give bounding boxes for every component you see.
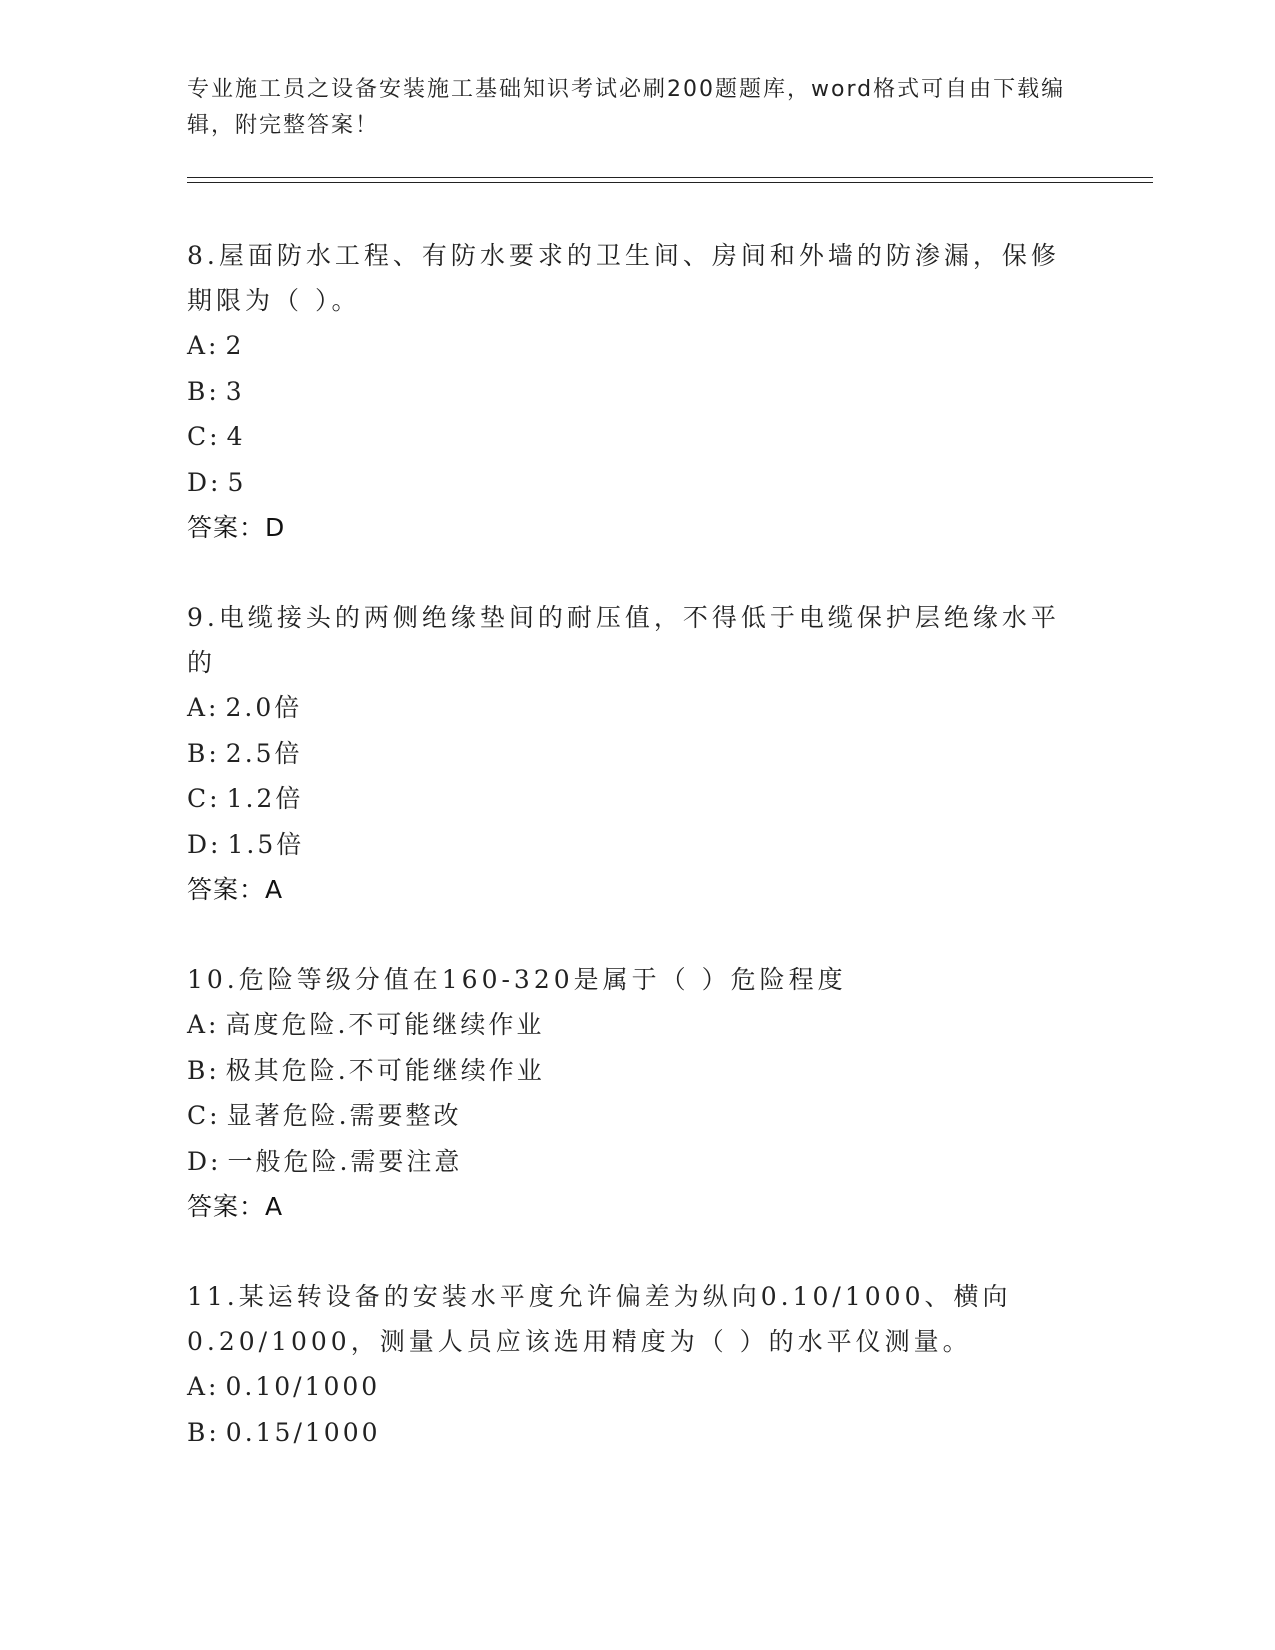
option-value: 2.5倍 [225, 738, 303, 768]
option-c [187, 776, 1077, 822]
option-value: 2.0倍 [225, 693, 303, 722]
option-a [187, 685, 1077, 731]
option-d [187, 1139, 1077, 1185]
option-key: D: [187, 1146, 222, 1176]
answer-line: 答案：A [187, 875, 284, 904]
option-a [187, 323, 1077, 369]
option-value: 高度危险.不可能继续作业 [225, 1010, 545, 1039]
answer-line: 答案：A [187, 1192, 284, 1221]
option-key: A: [187, 1372, 220, 1401]
option-c [187, 1093, 1077, 1139]
question-block [187, 1274, 1077, 1455]
option-key: D: [187, 467, 222, 497]
question-block [187, 233, 1077, 551]
option-key: A: [187, 693, 220, 722]
question-text: 10.危险等级分值在160-320是属于（ ）危险程度 [187, 965, 847, 994]
option-key: B: [187, 376, 220, 406]
option-key: C: [187, 784, 221, 813]
option-key: B: [187, 738, 220, 768]
option-value: 1.5倍 [227, 829, 305, 859]
option-b [187, 369, 1077, 415]
document-header: 专业施工员之设备安装施工基础知识考试必刷200题题库，word格式可自由下载编辑，附完整答案！ [187, 77, 1066, 138]
option-b [187, 1048, 1077, 1094]
option-value: 2 [225, 331, 245, 360]
option-a [187, 1364, 1077, 1410]
option-b [187, 1410, 1077, 1456]
option-b [187, 731, 1077, 777]
option-value: 3 [225, 376, 245, 406]
question-text: 8.屋面防水工程、有防水要求的卫生间、房间和外墙的防渗漏，保修期限为（ ）。 [187, 241, 1060, 315]
question-text: 11.某运转设备的安装水平度允许偏差为纵向0.10/1000、横向0.20/1000，测量人员应该选用精度为（ ）的水平仪测量。 [187, 1282, 1012, 1356]
question-block [187, 595, 1077, 913]
answer-line: 答案：D [187, 513, 286, 542]
option-key: D: [187, 829, 222, 859]
option-key: C: [187, 422, 221, 451]
option-key: C: [187, 1101, 221, 1130]
option-value: 1.2倍 [226, 784, 304, 813]
option-key: A: [187, 1010, 220, 1039]
option-value: 5 [227, 467, 247, 497]
header-divider-bottom [187, 182, 1153, 183]
option-d [187, 822, 1077, 868]
option-value: 一般危险.需要注意 [227, 1146, 463, 1176]
option-value: 极其危险.不可能继续作业 [225, 1055, 545, 1085]
option-key: A: [187, 331, 220, 360]
option-value: 显著危险.需要整改 [226, 1101, 462, 1130]
option-a [187, 1002, 1077, 1048]
question-text: 9.电缆接头的两侧绝缘垫间的耐压值，不得低于电缆保护层绝缘水平的 [187, 603, 1060, 677]
option-c [187, 414, 1077, 460]
option-key: B: [187, 1055, 220, 1085]
header-divider-top [187, 177, 1153, 178]
question-block [187, 957, 1077, 1230]
option-d [187, 460, 1077, 506]
option-value: 0.15/1000 [225, 1417, 381, 1447]
option-value: 0.10/1000 [225, 1372, 381, 1401]
option-key: B: [187, 1417, 220, 1447]
option-value: 4 [226, 422, 246, 451]
